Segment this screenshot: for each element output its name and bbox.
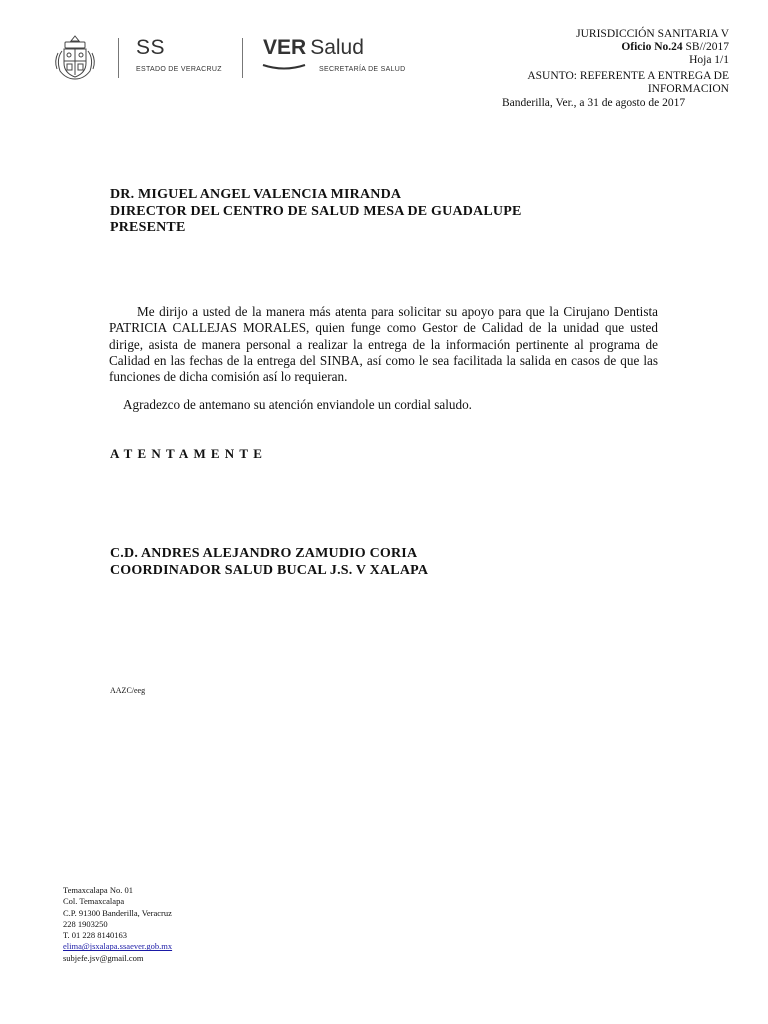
footer-street: Temaxcalapa No. 01 [63, 885, 133, 895]
body-paragraph-thanks: Agradezco de antemano su atención enviandole un cordial saludo. [123, 397, 472, 412]
ss-logo-text: SS [136, 36, 166, 59]
footer-email-2: subjefe.jsv@gmail.com [63, 952, 144, 963]
logo-divider [118, 38, 119, 78]
closing-atentamente: ATENTAMENTE [110, 446, 268, 461]
oficio-number [621, 41, 729, 54]
page-count: Hoja 1/1 [689, 54, 729, 66]
footer-contact [63, 885, 172, 964]
addressee-greeting: PRESENTE [110, 220, 186, 235]
asunto-line-2: INFORMACION [647, 83, 729, 95]
addressee-position: DIRECTOR DEL CENTRO DE SALUD MESA DE GUADALUPE [110, 203, 522, 219]
footer-cp-city: C.P. 91300 Banderilla, Veracruz [63, 907, 172, 918]
footer-phone-2: T. 01 228 8140163 [63, 930, 128, 941]
signature-block [110, 546, 428, 579]
addressee-name: DR. MIGUEL ANGEL VALENCIA MIRANDA [110, 187, 402, 202]
veracruz-coat-of-arms-icon [52, 33, 98, 81]
asunto-line-1: ASUNTO: REFERENTE A ENTREGA DE [527, 70, 729, 82]
ver-logo-subtitle: SECRETARÍA DE SALUD [319, 66, 406, 73]
oficio-suffix: SB//2017 [682, 41, 729, 53]
signer-position: COORDINADOR SALUD BUCAL J.S. V XALAPA [110, 562, 429, 578]
addressee-block [110, 187, 522, 237]
ver-logo-light: Salud [310, 36, 364, 59]
logo-divider [242, 38, 243, 78]
ss-logo-subtitle: ESTADO DE VERACRUZ [136, 66, 222, 73]
body-paragraph: Me dirijo a usted de la manera más atenta para solicitar su apoyo para que la Cirujano Dentista PATRICIA CALLEJAS MORALES, quien funge como Gestor de Calidad de la unidad que usted dirige, asista de manera personal a realizar la entrega de la información pertinente al programa de Calidad en las fechas de la entrega del SINBA, así como le sea facilitada la salida en casos de que las funciones de dicha comisión así lo requieran. [109, 304, 658, 385]
signer-name: C.D. ANDRES ALEJANDRO ZAMUDIO CORIA [110, 546, 418, 561]
ver-logo-bold: VER [263, 36, 307, 59]
footer-colonia: Col. Temaxcalapa [63, 896, 125, 907]
oficio-label: Oficio No.24 [621, 41, 683, 53]
footer-phone-1: 228 1903250 [63, 918, 108, 929]
jurisdiccion-heading: JURISDICCIÓN SANITARIA V [576, 28, 729, 40]
footer-email-link[interactable]: elima@jsxalapa.ssaever.gob.mx [63, 941, 173, 952]
ver-salud-logo [263, 36, 364, 60]
swoosh-icon [262, 63, 306, 71]
reference-initials: AAZC/eeg [110, 686, 146, 695]
place-date: Banderilla, Ver., a 31 de agosto de 2017 [502, 97, 686, 109]
